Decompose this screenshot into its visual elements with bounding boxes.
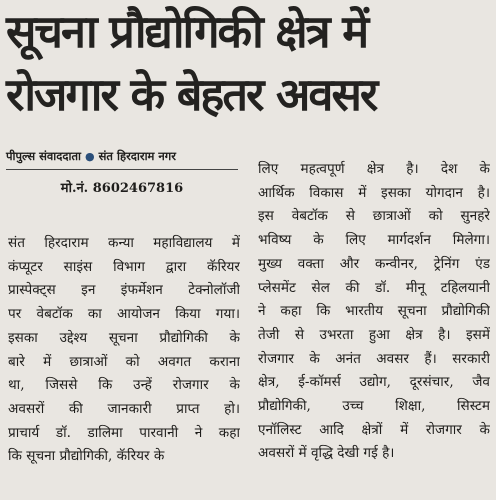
article-line: प्लेसमेंट सेल की डॉ. मीनू टहिलयानी: [258, 279, 490, 296]
article-line: एनॉलिस्ट आदि क्षेत्रों में रोजगार के: [258, 421, 490, 438]
article-line: आर्थिक विकास में इसका योगदान है।: [258, 184, 490, 201]
article-line: मुख्य वक्ता और कन्वीनर, ट्रेनिंग एंड: [258, 255, 490, 272]
byline: [6, 149, 238, 164]
article-column-left: [8, 232, 240, 469]
article-line: क्षेत्र, ई-कॉमर्स उद्योग, दूरसंचार, जैव: [258, 374, 490, 391]
article-line: बारे में छात्राओं को अवगत कराना: [8, 353, 240, 370]
article-column-right: [258, 158, 490, 466]
headline-line-1: सूचना प्रौद्योगिकी क्षेत्र में: [6, 5, 368, 58]
article-line: लिए महत्वपूर्ण क्षेत्र है। देश के: [258, 161, 490, 177]
article-line: था, जिससे कि उन्हें रोजगार के: [8, 377, 240, 394]
byline-divider: [6, 169, 238, 170]
article-line: रोजगार के अनंत अवसर हैं। सरकारी: [258, 350, 490, 367]
article-line: अवसरों की जानकारी प्राप्त हो।: [8, 400, 240, 417]
article-line: भविष्य के लिए मार्गदर्शन मिलेगा।: [258, 232, 490, 249]
reporter-name: पीपुल्स संवाददाता: [6, 149, 82, 163]
article-line: प्राचार्य डॉ. डालिमा पारवानी ने कहा: [8, 424, 240, 441]
dateline-location: संत हिरदाराम नगर: [98, 149, 176, 163]
article-line: इसका उद्देश्य सूचना प्रौद्योगिकी के: [8, 329, 240, 346]
article-line: कंप्यूटर साइंस विभाग द्वारा कॅरियर: [8, 258, 240, 275]
bullet-icon: ●: [85, 150, 95, 163]
headline-line-2: रोजगार के बेहतर अवसर: [6, 68, 377, 121]
article-line: कि सूचना प्रौद्योगिकी, कॅरियर के: [8, 448, 165, 465]
article-line: तेजी से उभरता हुआ क्षेत्र है। इसमें: [258, 326, 490, 343]
article-line: अवसरों में वृद्धि देखी गई है।: [258, 445, 395, 462]
reporter-phone: मो.नं. 8602467816: [60, 181, 184, 196]
article-line: संत हिरदाराम कन्या महाविद्यालय में: [8, 235, 240, 251]
article-line: प्रौद्योगिकी, उच्च शिक्षा, सिस्टम: [258, 398, 490, 415]
article-line: ने कहा कि भारतीय सूचना प्रौद्योगिकी: [258, 303, 490, 320]
article-line: इस वेबटॉक से छात्राओं को सुनहरे: [258, 208, 490, 225]
headline: [6, 0, 492, 126]
article-line: प्रास्पेक्ट्स इन इंफर्मेशन टेक्नोलॉजी: [8, 282, 240, 299]
article-line: पर वेबटॉक का आयोजन किया गया।: [8, 306, 240, 323]
